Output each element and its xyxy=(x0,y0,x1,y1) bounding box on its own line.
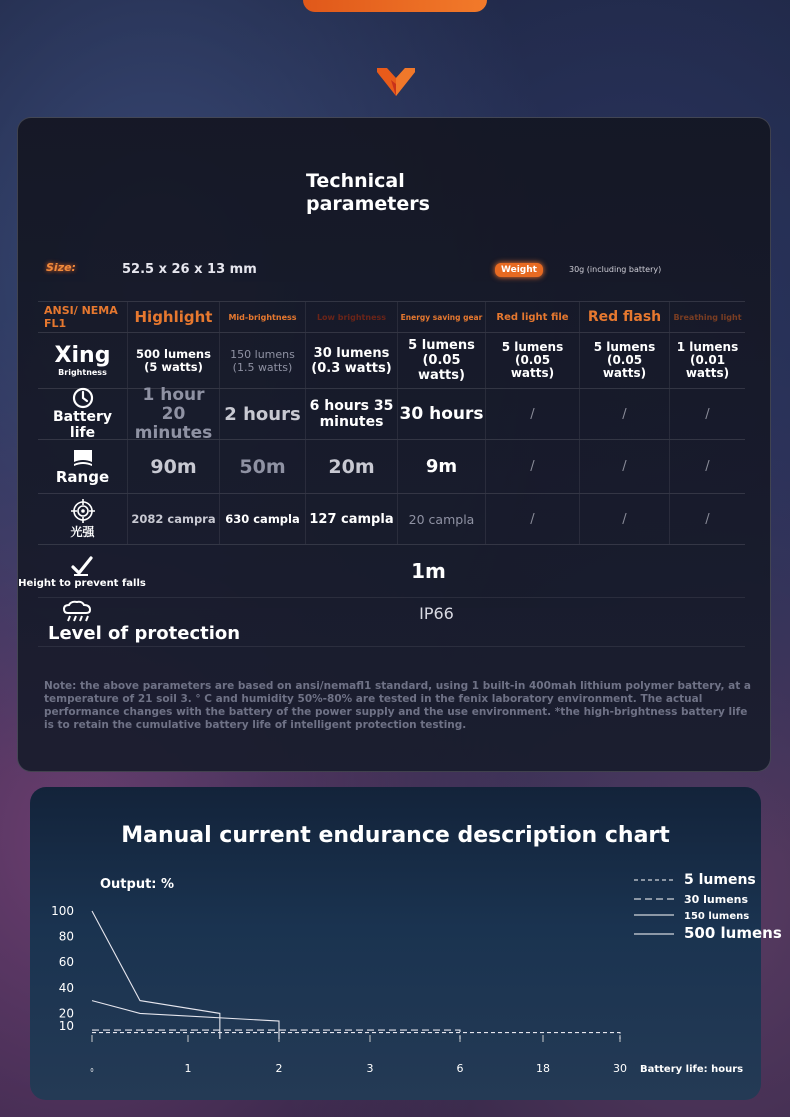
row-label-intensity xyxy=(38,494,128,544)
row-label-brightness xyxy=(38,333,128,388)
row-label-battery-life xyxy=(38,389,128,439)
table-cell: / xyxy=(580,440,670,493)
brand-logo xyxy=(377,68,415,96)
table-cell: 20 campla xyxy=(398,494,486,544)
range-label: Range xyxy=(55,467,110,486)
protection-value: IP66 xyxy=(419,604,454,623)
table-cell: / xyxy=(486,494,580,544)
table-cell: 1 lumens (0.01 watts) xyxy=(676,340,739,380)
table-cell: / xyxy=(705,511,710,527)
table-row-protection xyxy=(38,598,745,647)
legend-entry: 150 lumens xyxy=(684,911,750,922)
parameters-table xyxy=(18,301,745,647)
table-cell: / xyxy=(580,494,670,544)
range-icon xyxy=(71,448,95,468)
table-cell: 30 lumens (0.3 watts) xyxy=(306,333,398,388)
table-row-range xyxy=(38,440,745,494)
header-red-light: Red light file xyxy=(486,302,580,332)
table-cell: / xyxy=(486,389,580,439)
table-cell: 5 lumens (0.05 watts) xyxy=(486,333,580,388)
endurance-chart xyxy=(30,787,782,1100)
intensity-label: 光强 xyxy=(70,524,95,539)
table-cell: / xyxy=(705,459,710,474)
fall-height-label: Height to prevent falls xyxy=(18,577,146,589)
table-cell: 50m xyxy=(220,440,306,493)
table-row-fall-height xyxy=(18,545,745,598)
x-tick-label: 1 xyxy=(184,1062,192,1075)
header-energy-saving: Energy saving gear xyxy=(398,302,486,332)
header-highlight: Highlight xyxy=(128,302,220,332)
table-cell: 6 hours 35 minutes xyxy=(306,389,398,439)
header-red-flash: Red flash xyxy=(580,302,670,332)
x-tick-label: 3 xyxy=(366,1062,374,1075)
header-mid-brightness: Mid-brightness xyxy=(220,302,306,332)
x-tick-label: 18 xyxy=(536,1062,550,1075)
table-cell: / xyxy=(486,440,580,493)
table-row-intensity xyxy=(38,494,745,545)
size-value: 52.5 x 26 x 13 mm xyxy=(122,262,257,277)
legend-entry: 30 lumens xyxy=(684,893,749,906)
target-icon xyxy=(71,499,95,523)
footnote: Note: the above parameters are based on ansi/nemafl1 standard, using 1 built-in 400mah lithium polymer battery, at a temperature of 21 soil 3. ° C and humidity 50%-80% are tested in the fenix laboratory environment. The actual performance changes with the battery of the power supply and the use environment. *the high-brightness battery life is to retain the cumulative battery life of intelligent protection testing. xyxy=(44,680,751,731)
table-cell: 20m xyxy=(306,440,398,493)
series-line-5-lumens xyxy=(92,1033,620,1039)
header-breathing-light: Breathing light xyxy=(673,312,742,322)
table-row-brightness xyxy=(38,333,745,389)
y-axis-label: Output: % xyxy=(100,877,175,892)
table-cell: 2 hours xyxy=(220,389,306,439)
fall-height-value: 1m xyxy=(411,559,446,583)
battery-life-label: Battery life xyxy=(52,409,113,441)
x-tick-label: 0 xyxy=(90,1068,94,1074)
table-cell: 90m xyxy=(128,440,220,493)
y-tick-label: 40 xyxy=(58,980,74,995)
endurance-chart-card xyxy=(30,787,782,1100)
x-tick-label: 2 xyxy=(275,1062,283,1075)
protection-label: Level of protection xyxy=(48,622,241,644)
table-cell: 630 campla xyxy=(220,494,306,544)
series-line-150-lumens xyxy=(92,1001,279,1039)
table-header-row xyxy=(38,301,745,333)
table-row-battery-life xyxy=(38,384,745,443)
waterproof-icon xyxy=(62,601,96,623)
table-cell: 5 lumens (0.05 watts) xyxy=(398,333,486,388)
row-label-range xyxy=(38,440,128,493)
weight-value: 30g (including battery) xyxy=(569,265,662,274)
header-ansi: ANSI/ NEMA FL1 xyxy=(38,302,128,332)
top-tab xyxy=(303,0,487,12)
y-tick-label: 80 xyxy=(58,929,74,944)
fall-icon xyxy=(70,554,94,578)
series-line-500-lumens xyxy=(92,911,220,1039)
series-line-30-lumens xyxy=(92,1030,460,1039)
table-cell: 30 hours xyxy=(398,389,486,439)
table-cell: 150 lumens (1.5 watts) xyxy=(220,333,306,388)
legend-entry: 500 lumens xyxy=(684,924,782,942)
table-cell: / xyxy=(705,406,710,422)
y-tick-label: 100 xyxy=(51,904,74,918)
y-tick-label: 10 xyxy=(58,1019,74,1034)
table-cell: 127 campla xyxy=(306,494,398,544)
x-tick-label: 30 xyxy=(613,1062,627,1075)
weight-label: Weight xyxy=(495,263,543,277)
parameters-title: Technical parameters xyxy=(306,170,430,215)
x-axis-label: Battery life: hours xyxy=(640,1064,744,1075)
table-cell: 500 lumens (5 watts) xyxy=(128,333,220,388)
legend-entry: 5 lumens xyxy=(684,872,756,888)
table-cell: 5 lumens (0.05 watts) xyxy=(580,333,670,388)
header-low-brightness: Low brightness xyxy=(306,302,398,332)
brightness-label: Xing xyxy=(54,343,111,368)
brightness-sublabel: Brightness xyxy=(58,368,107,377)
table-cell: / xyxy=(580,389,670,439)
technical-parameters-card xyxy=(17,117,771,772)
y-tick-label: 60 xyxy=(58,955,74,970)
x-tick-label: 6 xyxy=(456,1062,464,1075)
clock-icon xyxy=(72,387,94,409)
table-cell: 2082 campra xyxy=(128,494,220,544)
table-cell: 9m xyxy=(398,440,486,493)
y-tick-label: 20 xyxy=(58,1006,74,1021)
size-label: Size: xyxy=(46,261,76,274)
table-cell: 1 hour 20 minutes xyxy=(128,389,220,439)
chart-title: Manual current endurance description chart xyxy=(121,823,670,848)
